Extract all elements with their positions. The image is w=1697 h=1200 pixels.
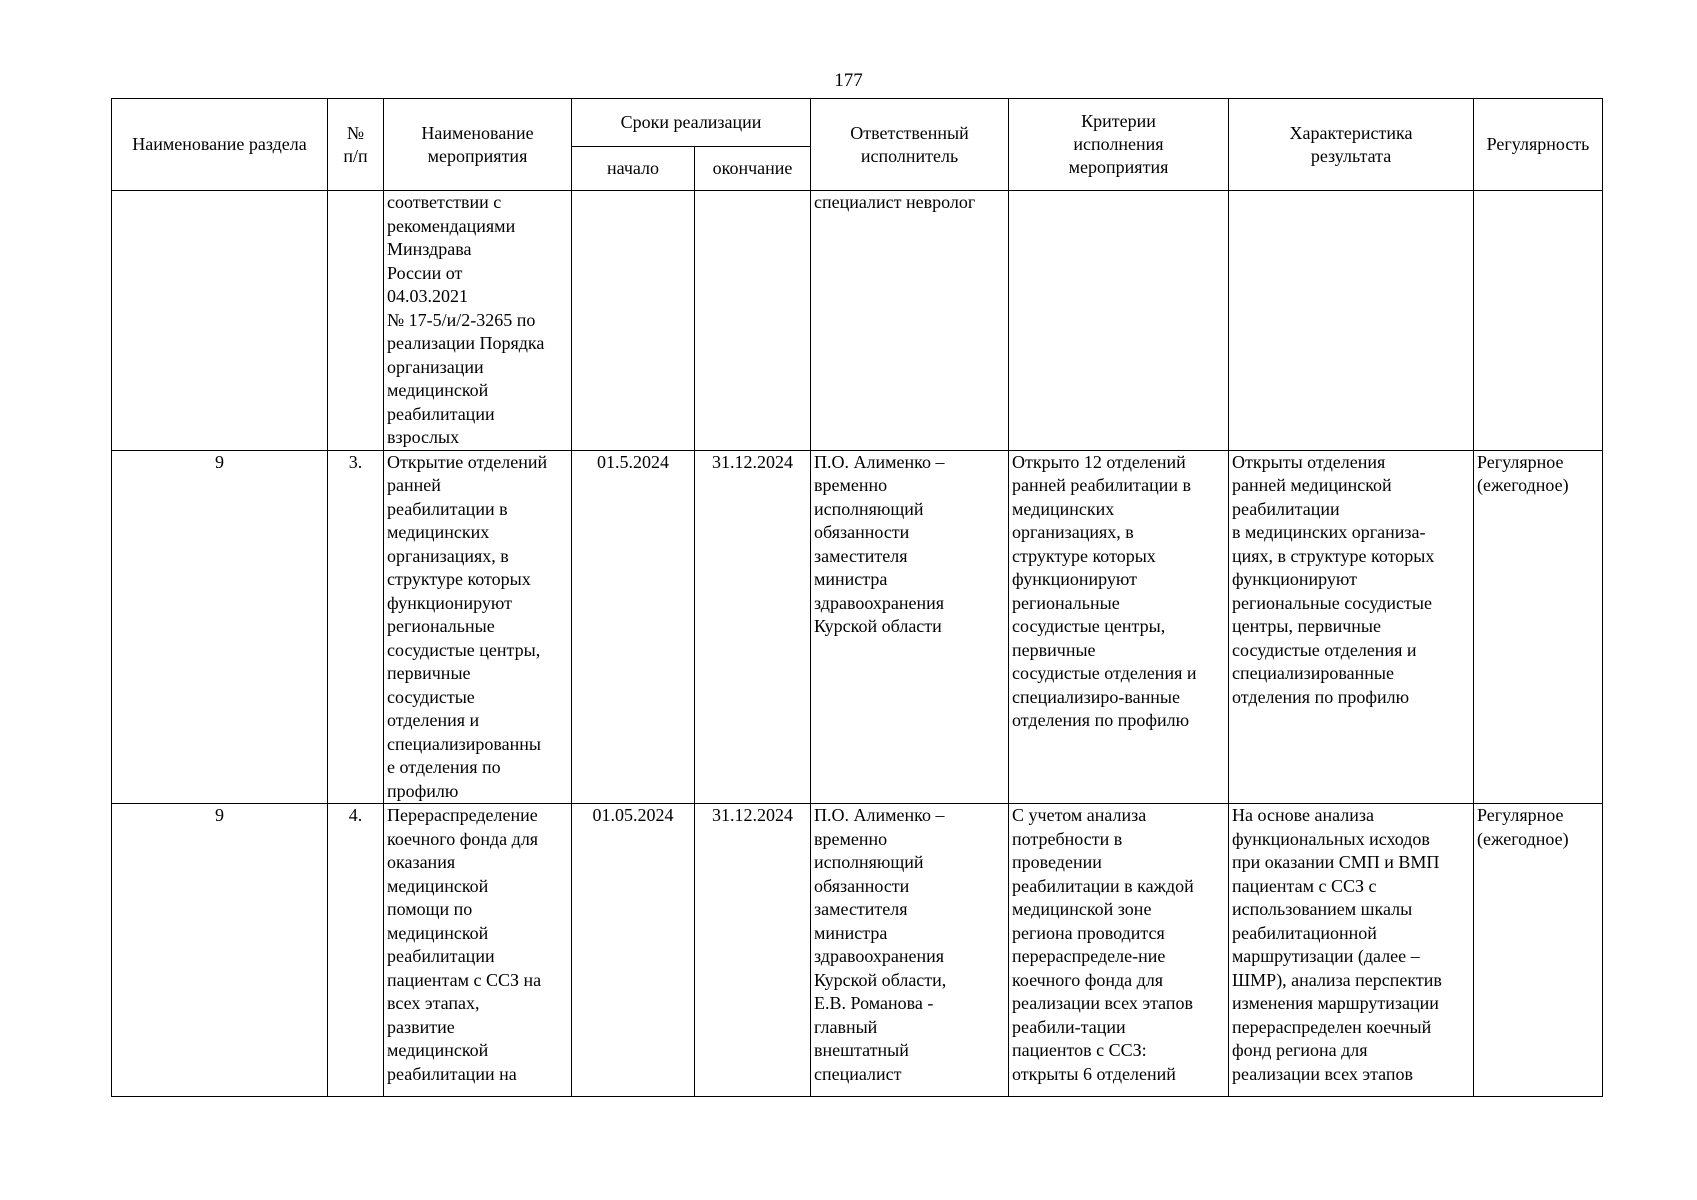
cell-num: 3. [328, 450, 384, 804]
cell-criteria: Открыто 12 отделений ранней реабилитации в медицинских организациях, в структуре которых функционируют региональные сосудистые центры, первичные сосудистые отделения и специализиро-ванные отделения по профилю [1009, 450, 1229, 804]
cell-criteria: С учетом анализа потребности в проведении реабилитации в каждой медицинской зоне региона проводится перераспределе-ние коечного фонда для реализации всех этапов реабили-тации пациентов с ССЗ: открыты 6 отделений [1009, 804, 1229, 1097]
cell-end [695, 191, 811, 451]
cell-event: Открытие отделений ранней реабилитации в медицинских организациях, в структуре которых функционируют региональные сосудистые центры, первичные сосудистые отделения и специализированны е отделения по профилю [384, 450, 572, 804]
cell-num [328, 191, 384, 451]
cell-regularity [1474, 191, 1603, 451]
cell-regularity: Регулярное (ежегодное) [1474, 804, 1603, 1097]
cell-responsible: специалист невролог [811, 191, 1009, 451]
cell-event: Перераспределение коечного фонда для оказания медицинской помощи по медицинской реабилитации пациентам с ССЗ на всех этапах, развитие медицинской реабилитации на [384, 804, 572, 1097]
header-start: начало [572, 147, 695, 191]
events-table [111, 98, 1603, 1097]
page-number: 177 [834, 70, 863, 91]
header-regularity: Регулярность [1474, 99, 1603, 191]
cell-criteria [1009, 191, 1229, 451]
header-end: окончание [695, 147, 811, 191]
cell-section: 9 [112, 450, 328, 804]
header-criteria: Критерии исполнения мероприятия [1009, 99, 1229, 191]
header-section: Наименование раздела [112, 99, 328, 191]
cell-start [572, 191, 695, 451]
header-period: Сроки реализации [572, 99, 811, 147]
cell-regularity: Регулярное (ежегодное) [1474, 450, 1603, 804]
cell-end: 31.12.2024 [695, 804, 811, 1097]
cell-result [1229, 191, 1474, 451]
table-row [112, 450, 1603, 804]
table-row [112, 191, 1603, 451]
table-header-row [112, 99, 1603, 147]
cell-start: 01.5.2024 [572, 450, 695, 804]
header-num: № п/п [328, 99, 384, 191]
cell-result: На основе анализа функциональных исходов при оказании СМП и ВМП пациентам с ССЗ с использованием шкалы реабилитационной маршрутизации (далее – ШМР), анализа перспектив изменения маршрутизации перераспределен коечный фонд региона для реализации всех этапов [1229, 804, 1474, 1097]
cell-section: 9 [112, 804, 328, 1097]
cell-result: Открыты отделения ранней медицинской реабилитации в медицинских организа- циях, в структуре которых функционируют региональные сосудистые центры, первичные сосудистые отделения и специализированные отделения по профилю [1229, 450, 1474, 804]
cell-start: 01.05.2024 [572, 804, 695, 1097]
header-result: Характеристика результата [1229, 99, 1474, 191]
cell-section [112, 191, 328, 451]
cell-responsible: П.О. Алименко – временно исполняющий обязанности заместителя министра здравоохранения Курской области [811, 450, 1009, 804]
cell-num: 4. [328, 804, 384, 1097]
table-row [112, 804, 1603, 1097]
cell-end: 31.12.2024 [695, 450, 811, 804]
header-responsible: Ответственный исполнитель [811, 99, 1009, 191]
header-event: Наименование мероприятия [384, 99, 572, 191]
cell-responsible: П.О. Алименко – временно исполняющий обязанности заместителя министра здравоохранения Курской области, Е.В. Романова - главный внештатный специалист [811, 804, 1009, 1097]
cell-event: соответствии с рекомендациями Минздрава России от 04.03.2021 № 17-5/и/2-3265 по реализации Порядка организации медицинской реабилитации взрослых [384, 191, 572, 451]
